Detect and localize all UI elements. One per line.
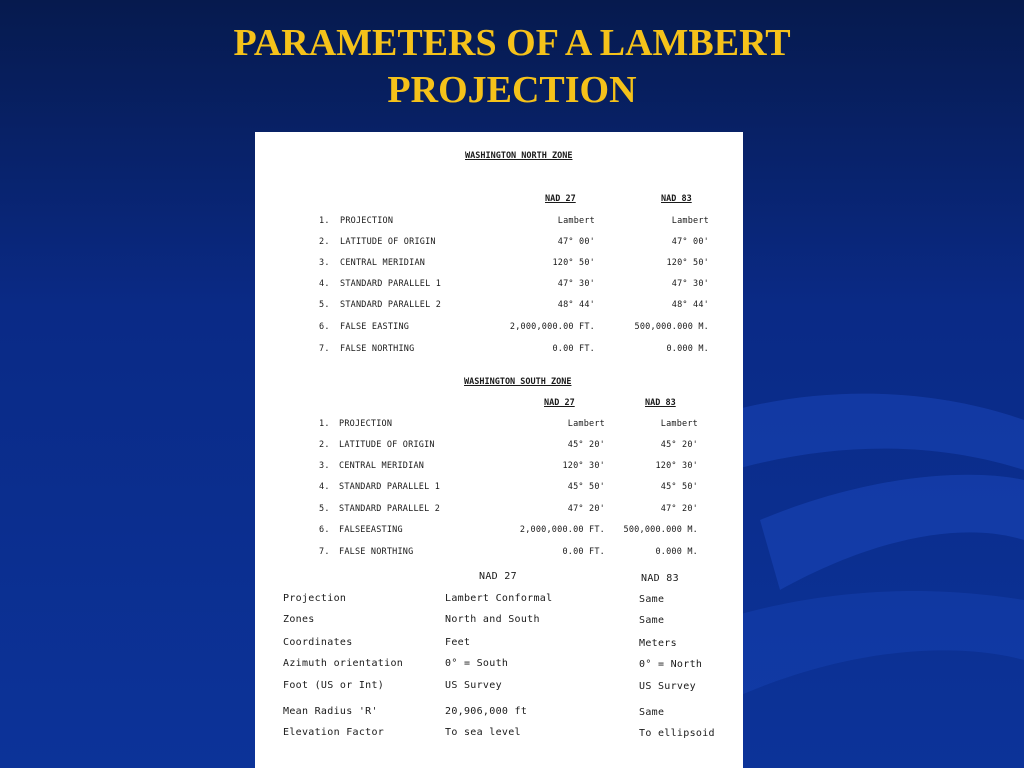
compare-col-nad27: NAD 27 [479,571,517,582]
row-value-nad83: 120° 30' [655,461,698,471]
row-number: 5. [319,300,330,310]
row-label: LATITUDE OF ORIGIN [339,440,435,450]
south-zone-heading: WASHINGTON SOUTH ZONE [464,377,572,387]
north-zone-heading: WASHINGTON NORTH ZONE [465,151,573,161]
slide-title [0,20,1024,114]
compare-col-nad83: NAD 83 [641,573,679,584]
row-value-nad83: 47° 00' [671,237,709,247]
row-label: FALSE NORTHING [340,344,415,354]
compare-label: Azimuth orientation [283,658,404,669]
title-line-2: PROJECTION [387,69,637,111]
row-value-nad27: 48° 44' [557,300,595,310]
compare-value-nad27: 0° = South [445,658,509,669]
compare-value-nad27: Lambert Conformal [445,593,553,604]
north-col-nad27: NAD 27 [545,194,576,204]
row-value-nad83: 47° 30' [671,279,709,289]
compare-value-nad27: 20,906,000 ft [445,706,528,717]
row-value-nad83: 45° 50' [660,482,698,492]
row-value-nad83: 500,000.000 M. [634,322,709,332]
row-value-nad27: 47° 00' [557,237,595,247]
row-label: PROJECTION [339,419,393,429]
compare-label: Zones [283,614,315,625]
row-number: 2. [319,237,330,247]
compare-value-nad83: Meters [639,638,677,649]
row-value-nad27: 47° 30' [557,279,595,289]
row-number: 7. [319,344,330,354]
compare-value-nad83: Same [639,615,665,626]
row-number: 3. [319,461,330,471]
row-label: LATITUDE OF ORIGIN [340,237,436,247]
row-value-nad83: 500,000.000 M. [623,525,698,535]
south-col-nad83: NAD 83 [645,398,676,408]
south-col-nad27: NAD 27 [544,398,575,408]
row-value-nad83: 48° 44' [671,300,709,310]
row-label: FALSE NORTHING [339,547,414,557]
row-label: FALSE EASTING [340,322,410,332]
row-value-nad83: 120° 50' [666,258,709,268]
compare-value-nad27: North and South [445,614,540,625]
row-label: CENTRAL MERIDIAN [339,461,425,471]
scanned-document [255,132,743,768]
row-value-nad83: Lambert [671,216,709,226]
row-value-nad83: 45° 20' [660,440,698,450]
row-value-nad27: 0.00 FT. [562,547,605,557]
compare-label: Foot (US or Int) [283,680,385,691]
compare-value-nad27: Feet [445,637,471,648]
row-value-nad27: Lambert [567,419,605,429]
row-value-nad27: 2,000,000.00 FT. [509,322,595,332]
row-label: CENTRAL MERIDIAN [340,258,426,268]
row-value-nad83: Lambert [660,419,698,429]
row-number: 4. [319,482,330,492]
row-value-nad27: 120° 50' [552,258,595,268]
compare-value-nad27: To sea level [445,727,521,738]
row-label: STANDARD PARALLEL 1 [339,482,441,492]
row-value-nad27: 120° 30' [562,461,605,471]
row-label: STANDARD PARALLEL 2 [340,300,442,310]
row-value-nad83: 0.000 M. [655,547,698,557]
title-line-1: PARAMETERS OF A LAMBERT [233,22,791,64]
row-number: 6. [319,322,330,332]
compare-label: Elevation Factor [283,727,385,738]
row-number: 4. [319,279,330,289]
row-value-nad27: 0.00 FT. [552,344,595,354]
row-label: FALSEEASTING [339,525,403,535]
compare-value-nad83: To ellipsoid [639,728,715,739]
compare-value-nad83: US Survey [639,681,696,692]
row-value-nad27: 45° 20' [567,440,605,450]
row-value-nad27: 45° 50' [567,482,605,492]
row-value-nad83: 47° 20' [660,504,698,514]
row-number: 1. [319,216,330,226]
compare-value-nad83: Same [639,707,665,718]
compare-value-nad83: 0° = North [639,659,703,670]
row-label: PROJECTION [340,216,394,226]
compare-value-nad27: US Survey [445,680,502,691]
row-label: STANDARD PARALLEL 1 [340,279,442,289]
comparison-table [255,132,743,768]
row-number: 1. [319,419,330,429]
row-value-nad83: 0.000 M. [666,344,709,354]
row-value-nad27: Lambert [557,216,595,226]
row-number: 7. [319,547,330,557]
row-value-nad27: 2,000,000.00 FT. [519,525,605,535]
row-number: 3. [319,258,330,268]
row-value-nad27: 47° 20' [567,504,605,514]
row-number: 6. [319,525,330,535]
row-number: 5. [319,504,330,514]
compare-label: Coordinates [283,637,353,648]
compare-label: Projection [283,593,347,604]
north-col-nad83: NAD 83 [661,194,692,204]
row-label: STANDARD PARALLEL 2 [339,504,441,514]
compare-label: Mean Radius 'R' [283,706,378,717]
row-number: 2. [319,440,330,450]
compare-value-nad83: Same [639,594,665,605]
